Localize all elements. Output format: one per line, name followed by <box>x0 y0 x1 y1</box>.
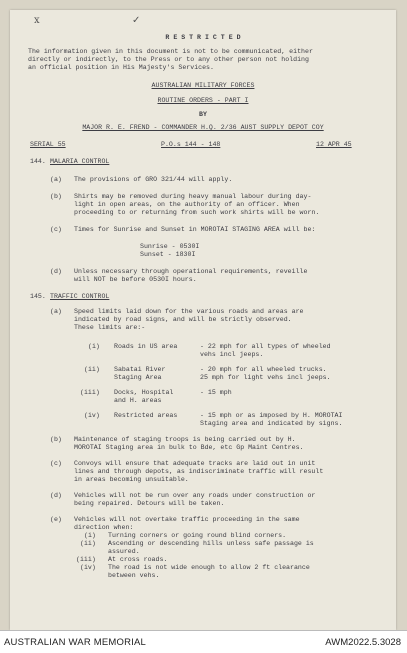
limit-place: and H. areas <box>114 397 162 404</box>
accession-number: AWM2022.5.3028 <box>325 637 401 648</box>
limit-rule: vehs incl jeeps. <box>200 351 264 358</box>
item-text: Speed limits laid down for the various roads and areas are <box>74 308 304 315</box>
item-label: (c) <box>50 226 62 233</box>
item-text: Vehicles will not overtake traffic proceeding in the same <box>74 516 300 523</box>
subitem-number: (ii) <box>80 540 96 547</box>
item-label: (c) <box>50 460 62 467</box>
subitem-text: between vehs. <box>108 572 160 579</box>
limit-place: Restricted areas <box>114 412 178 419</box>
orders-title: ROUTINE ORDERS - PART I <box>157 97 249 104</box>
by-line: BY <box>199 111 207 118</box>
notice-line: directly or indirectly, to the Press or to any other person not holding <box>28 56 309 63</box>
item-text: Maintenance of staging troops is being carried out by H. <box>74 436 296 443</box>
item-text: indicated by road signs, and will be strictly observed. <box>74 316 292 323</box>
subitem-text: assured. <box>108 548 140 555</box>
item-text: Unless necessary through operational requirements, reveille <box>74 268 308 275</box>
item-label: (d) <box>50 268 62 275</box>
commander-line: MAJOR R. E. FREND - COMMANDER H.Q. 2/36 AUST SUPPLY DEPOT COY <box>82 124 324 131</box>
limit-number: (iv) <box>84 412 100 419</box>
section-title: TRAFFIC CONTROL <box>50 293 110 300</box>
limit-place: Staging Area <box>114 374 162 381</box>
limit-rule: - 15 mph <box>200 389 232 396</box>
limit-rule: - 15 mph or as imposed by H. MOROTAI <box>200 412 343 419</box>
subitem-text: The road is not wide enough to allow 2 ft clearance <box>108 564 310 571</box>
item-label: (a) <box>50 176 62 183</box>
item-text: MOROTAI Staging area in bulk to Bde, etc Gp Maint Centres. <box>74 444 304 451</box>
force-title: AUSTRALIAN MILITARY FORCES <box>151 82 255 89</box>
item-text: will NOT be before 0530I hours. <box>74 276 197 283</box>
subitem-number: (iv) <box>80 564 96 571</box>
limit-place: Roads in US area <box>114 343 178 350</box>
document-page <box>10 10 396 630</box>
item-text: Vehicles will not be run over any roads under construction or <box>74 492 316 499</box>
item-text: lines and through depots, as indiscriminate traffic will result <box>74 468 324 475</box>
limit-number: (i) <box>88 343 100 350</box>
item-label: (b) <box>50 436 62 443</box>
limit-number: (ii) <box>84 366 100 373</box>
item-text: light in open areas, on the authority of an officer. When <box>74 201 300 208</box>
limit-rule: Staging area and indicated by signs. <box>200 420 343 427</box>
classification-heading: R E S T R I C T E D <box>165 34 241 41</box>
section-title: MALARIA CONTROL <box>50 158 110 165</box>
limit-place: Docks, Hospital <box>114 389 174 396</box>
item-label: (a) <box>50 308 62 315</box>
section-number: 144. <box>30 158 46 165</box>
subitem-text: Ascending or descending hills unless safe passage is <box>108 540 314 547</box>
item-label: (b) <box>50 193 62 200</box>
item-text: being repaired. Detours will be taken. <box>74 500 225 507</box>
item-label: (e) <box>50 516 62 523</box>
item-label: (d) <box>50 492 62 499</box>
handwritten-tick: ✓ <box>132 15 141 26</box>
order-date: 12 APR 45 <box>316 141 352 148</box>
item-text: Convoys will ensure that adequate tracks are laid out in unit <box>74 460 316 467</box>
limit-rule: - 22 mph for all types of wheeled <box>200 343 331 350</box>
section-number: 145. <box>30 293 46 300</box>
item-text: These limits are:- <box>74 324 146 331</box>
institution-name: AUSTRALIAN WAR MEMORIAL <box>4 637 147 648</box>
sunset-time: Sunset - 1830I <box>140 251 196 258</box>
limit-place: Sabatai River <box>114 366 166 373</box>
subitem-text: Turning corners or going round blind corners. <box>108 532 287 539</box>
archive-footer <box>0 630 407 653</box>
sunrise-time: Sunrise - 0530I <box>140 243 200 250</box>
item-text: direction when: <box>74 524 134 531</box>
limit-rule: - 20 mph for all wheeled trucks. <box>200 366 327 373</box>
item-text: Times for Sunrise and Sunset in MOROTAI STAGING AREA will be: <box>74 226 316 233</box>
limit-rule: 25 mph for light vehs incl jeeps. <box>200 374 331 381</box>
item-text: The provisions of GRO 321/44 will apply. <box>74 176 233 183</box>
page-range: P.O.s 144 - 148 <box>161 141 221 148</box>
notice-line: The information given in this document is not to be communicated, either <box>28 48 313 55</box>
item-text: proceeding to or returning from such work shirts will be worn. <box>74 209 320 216</box>
item-text: in areas becoming unsuitable. <box>74 476 189 483</box>
notice-line: an official position in His Majesty's Services. <box>28 64 214 71</box>
subitem-number: (iii) <box>76 556 96 563</box>
handwritten-mark: x <box>34 15 40 26</box>
subitem-number: (i) <box>84 532 96 539</box>
limit-number: (iii) <box>80 389 100 396</box>
item-text: Shirts may be removed during heavy manual labour during day- <box>74 193 312 200</box>
subitem-text: At cross roads. <box>108 556 168 563</box>
serial-number: SERIAL 55 <box>30 141 66 148</box>
